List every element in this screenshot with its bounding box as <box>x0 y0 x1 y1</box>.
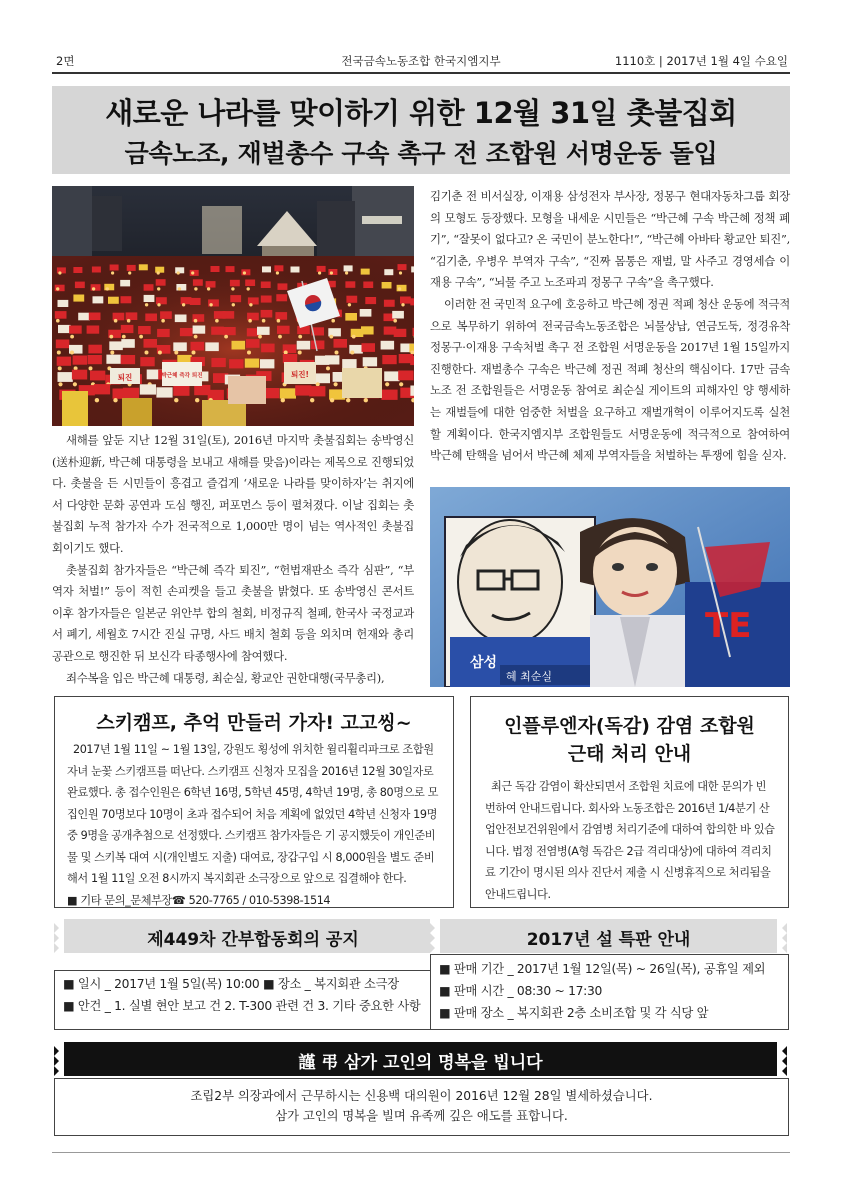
puppet-text-2: 혜 최순실 <box>506 670 553 683</box>
page-number: 2면 <box>56 54 75 68</box>
picket-sign <box>247 313 259 321</box>
picket-sign <box>206 281 216 288</box>
picket-sign <box>120 280 130 287</box>
candle-light <box>194 319 198 323</box>
meeting-item: ■ 안건 _ 1. 실별 현안 보고 건 2. T-300 관련 건 3. 기타 중요한 사항 <box>63 999 421 1013</box>
picket-sign <box>261 296 272 303</box>
picket-sign <box>173 342 187 351</box>
candle-light <box>393 319 397 323</box>
picket-sign <box>229 359 243 368</box>
candle-light <box>58 271 61 274</box>
candle-light <box>284 351 288 355</box>
picket-sign <box>109 341 123 350</box>
picket-sign <box>384 371 399 381</box>
candle-light <box>330 398 334 402</box>
candle-light <box>109 335 113 339</box>
picket-sign <box>88 345 102 354</box>
candle-light <box>195 398 199 402</box>
candle-light <box>318 271 321 274</box>
candle-light <box>145 351 149 355</box>
article-column-2 <box>430 186 790 467</box>
picket-sign <box>121 355 135 364</box>
picket-sign <box>362 343 376 352</box>
candle-light <box>298 351 302 355</box>
sale-title-bar <box>430 919 787 953</box>
picket-sign <box>138 326 151 334</box>
picket-sign <box>94 384 110 394</box>
picket-sign <box>87 326 100 334</box>
candle-light <box>57 351 61 355</box>
picket-sign <box>180 328 193 336</box>
picket-sign <box>110 265 119 271</box>
candle-light <box>401 303 404 306</box>
page-header <box>52 50 790 72</box>
candle-light <box>70 351 74 355</box>
picket-sign <box>365 297 376 304</box>
picket-sign <box>260 359 274 368</box>
picket-sign <box>361 269 370 275</box>
picket-sign <box>106 355 120 364</box>
picket-sign <box>156 297 167 304</box>
candle-light <box>330 271 333 274</box>
paragraph: 죄수복을 입은 박근혜 대통령, 최순실, 황교안 권한대행(국무총리), <box>66 670 385 685</box>
candle-light <box>249 303 252 306</box>
headline-title: 새로운 나라를 맞이하기 위한 12월 31일 촛불집회 <box>105 96 737 130</box>
picket-sign <box>392 311 404 319</box>
picket-sign <box>55 285 65 292</box>
candle-light <box>335 351 339 355</box>
picket-sign <box>411 266 414 272</box>
puppet-text-3: TE <box>705 606 752 646</box>
sale-item: ■ 판매 기간 _ 2017년 1월 12일(목) ~ 26일(목), 공휴일 제외 <box>439 962 766 976</box>
memorial-line-2: 삼가 고인의 명복을 빌며 유족께 깊은 애도를 표합니다. <box>275 1109 568 1123</box>
sign-text-3: 퇴진 <box>117 373 133 382</box>
picket-sign <box>191 342 205 351</box>
picket-sign <box>57 357 71 366</box>
picket-sign <box>173 386 189 396</box>
candle-light <box>192 351 196 355</box>
picket-sign <box>382 355 396 364</box>
picket-sign <box>245 280 255 287</box>
candle-light <box>157 303 160 306</box>
picket-sign <box>381 341 395 350</box>
candle-light <box>177 271 180 274</box>
picket-sign <box>190 298 201 305</box>
candle-light <box>161 319 165 323</box>
candle-light <box>182 303 185 306</box>
candle-light <box>262 319 266 323</box>
candle-light <box>247 287 250 290</box>
candle-light <box>350 351 354 355</box>
picket-sign <box>261 282 271 289</box>
picket-sign <box>363 282 373 289</box>
candle-light <box>92 287 95 290</box>
picket-sign <box>140 384 156 394</box>
ski-camp-title: 스키캠프, 추억 만들러 가자! 고고씽~ <box>96 712 412 734</box>
sale-item: ■ 판매 장소 _ 복지회관 2층 소비조합 및 각 식당 앞 <box>439 1006 709 1020</box>
candle-light <box>56 287 59 290</box>
picket-sign <box>157 329 170 337</box>
candle-light <box>232 303 235 306</box>
picket-sign <box>398 371 413 381</box>
picket-sign <box>344 265 353 271</box>
candle-light <box>364 398 368 402</box>
candle-light <box>114 319 118 323</box>
picket-sign <box>160 311 172 319</box>
picket-sign <box>274 265 283 271</box>
picket-sign <box>334 339 348 348</box>
candle-light <box>178 287 181 290</box>
picket-sign <box>361 326 374 334</box>
memorial-title-bar <box>54 1042 787 1076</box>
picket-sign <box>230 295 241 302</box>
puppet-text-1: 삼성 <box>470 655 498 671</box>
picket-sign <box>277 326 290 334</box>
picket-sign <box>156 279 166 286</box>
picket-sign <box>55 311 67 319</box>
picket-sign <box>261 310 273 318</box>
picket-sign <box>145 314 157 322</box>
picket-sign <box>144 295 155 302</box>
candle-light <box>334 382 338 386</box>
picket-sign <box>73 295 84 302</box>
ski-camp-box <box>54 696 454 908</box>
picket-sign <box>181 297 192 304</box>
picket-sign <box>140 357 154 366</box>
picket-sign <box>381 390 397 400</box>
picket-sign <box>108 297 119 304</box>
picket-sign <box>283 354 297 363</box>
picket-sign <box>309 386 325 396</box>
picket-sign <box>126 312 138 320</box>
picket-sign <box>89 313 101 321</box>
picket-sign <box>123 388 139 398</box>
influenza-box <box>470 696 789 908</box>
picket-sign <box>241 269 250 275</box>
picket-sign <box>78 313 90 321</box>
candle-light <box>398 287 401 290</box>
picket-sign <box>275 312 287 320</box>
paragraph: 이러한 전 국민적 요구에 호응하고 박근혜 정권 적폐 청산 운동에 적극적으로 복무하기 위하여 전국금속노동조합은 뇌물상납, 연금도둑, 정경유착 정몽구·이재용 구속처벌 촉구 전 조합원 서명운동을 2017년 1월 15일까지 진행한다. 재벌총수 구속은 박근혜 정권 적폐 청산의 핵심이다. 17만 금속노조 전 조합원들은 서명운동 참여로 최순실 게이트의 피해자인 양 행세하는 재벌들에 대한 엄중한 처벌을 요구하고 재벌개혁이 이루어지도록 실천할 계획이다. 한국지엠지부 조합원들도 서명운동에 적극적으로 참여하여 박근혜 탄핵을 넘어서 박근혜 체제 부역자들을 처벌하는 투쟁에 힘을 싣자. <box>430 296 790 463</box>
picket-sign <box>342 359 356 368</box>
meeting-title-bar <box>54 919 452 953</box>
candle-light <box>73 382 77 386</box>
picket-sign <box>113 313 125 321</box>
candle-light <box>326 366 330 370</box>
picket-sign <box>345 281 355 288</box>
picket-sign <box>297 341 311 350</box>
puppets-photo <box>430 487 790 687</box>
candle-light <box>95 398 99 402</box>
ski-camp-text: 2017년 1월 11일 ~ 1월 13일, 강원도 횡성에 위치한 윌리휠리파크로 조합원 자녀 눈꽃 스키캠프를 떠난다. 스키캠프 신청자 모집을 2016년 12월 30일자로 완료했다. 총 접수인원은 6학년 16명, 5학년 45명, 4학년 19명, 총 80명으로 모집인원 70명보다 10명이 초과 접수되어 처음 계획에 없었던 4학년 신청자 19명 중 9명을 공개추첨으로 선정했다. 스키캠프 참가자들은 기 공지했듯이 개인준비물 및 스키복 대여 시(개인별도 지출) 대여료, 장갑구입 시 8,000원을 별도 준비해서 1월 11일 오전 8시까지 복지회관 소극장으로 앞으로 집결해야 한다. <box>67 743 439 885</box>
picket-sign <box>69 326 82 334</box>
picket-sign <box>363 357 377 366</box>
paragraph: 김기춘 전 비서실장, 이재용 삼성전자 부사장, 정몽구 현대자동차그룹 회장의 모형도 등장했다. 모형을 내세운 시민들은 “박근혜 구속 박근혜 정책 폐기”, “잘못이 없다고? 온 국민이 분노한다!”, “박근혜 아바타 황교안 퇴진”, “김기춘, 우병우 부역자 구속”, “진짜 몸통은 재벌, 말 사주고 경영세습 이재용 구속”, “뇌물 주고 노조파괴 정몽구 구속”을 촉구했다. <box>430 189 790 290</box>
rally-photo <box>52 186 414 426</box>
candle-light <box>248 319 252 323</box>
candle-light <box>348 303 351 306</box>
picket-sign <box>72 370 87 380</box>
candle-light <box>194 287 197 290</box>
picket-sign <box>384 300 395 307</box>
candle-light <box>174 398 178 402</box>
picket-sign <box>248 297 259 304</box>
candle-light <box>310 398 314 402</box>
picket-sign <box>156 387 172 397</box>
candle-light <box>194 335 198 339</box>
candle-light <box>276 271 279 274</box>
picket-sign <box>175 267 184 273</box>
memorial-title: 謹 弔 삼가 고인의 명복을 빕니다 <box>298 1053 543 1073</box>
candle-light <box>113 398 117 402</box>
picket-sign <box>73 267 82 273</box>
candle-light <box>243 271 246 274</box>
picket-sign <box>246 339 260 348</box>
candle-light <box>277 319 281 323</box>
candle-light <box>399 382 403 386</box>
candle-light <box>329 335 333 339</box>
picket-sign <box>144 284 154 291</box>
candle-light <box>70 335 74 339</box>
candle-light <box>89 366 93 370</box>
picket-sign <box>291 267 300 273</box>
picket-sign <box>325 355 339 364</box>
picket-sign <box>144 339 158 348</box>
picket-sign <box>297 326 310 334</box>
picket-sign <box>345 313 357 321</box>
paragraph: 새해를 앞둔 지난 12월 31일(토), 2016년 마지막 촛불집회는 송박영신(送朴迎新, 박근혜 대통령을 보내고 새해를 맞음)이라는 제목으로 진행되었다. 촛불을 든 시민들이 흥겹고 즐겁게 ‘새로운 나라를 맞이하자’는 취지에서 다양한 문화 공연과 도심 행진, 퍼포먼스 등이 펼쳐졌다. 이날 집회는 촛불집회 누적 참가자 수가 전국적으로 1,000만 명이 넘는 역사적인 촛불집회이기도 했다. <box>52 433 414 555</box>
candle-light <box>106 287 109 290</box>
candle-light <box>139 335 143 339</box>
candle-light <box>209 303 212 306</box>
picket-sign <box>56 340 70 349</box>
picket-sign <box>278 283 288 290</box>
candle-light <box>174 351 178 355</box>
influenza-title-1: 인플루엔자(독감) 감염 조합원 <box>504 715 755 737</box>
picket-sign <box>382 282 392 289</box>
picket-sign <box>92 267 101 273</box>
candle-light <box>122 335 126 339</box>
influenza-text: 최근 독감 감염이 확산되면서 조합원 치료에 대한 문의가 빈번하여 안내드립니다. 회사와 노동조합은 2016년 1/4분기 산업안전보건위원에서 감염병 처리기준에 대하여 합의한 바 있습니다. 법정 전염병(A형 독감은 2급 격리대상)에 대하여 격리치료 기간이 명시된 의사 진단서 제출 시 신병휴직으로 처리됨을 안내드립니다. <box>485 780 775 901</box>
candle-light <box>281 398 285 402</box>
picket-sign <box>211 358 225 367</box>
candle-light <box>215 319 219 323</box>
sale-title: 2017년 설 특판 안내 <box>526 930 691 950</box>
picket-sign <box>155 267 164 273</box>
picket-sign <box>58 300 69 307</box>
candle-light <box>385 382 389 386</box>
picket-sign <box>280 388 296 398</box>
picket-sign <box>223 327 236 335</box>
sign-text-2: 퇴진! <box>291 370 309 379</box>
issue-info: 1110호 | 2017년 1월 4일 수요일 <box>614 54 788 68</box>
headline-subtitle: 금속노조, 재벌총수 구속 촉구 전 조합원 서명운동 돌입 <box>124 139 718 168</box>
picket-sign <box>223 311 235 319</box>
candle-light <box>56 319 60 323</box>
picket-sign <box>295 385 311 395</box>
picket-sign <box>397 285 407 292</box>
candle-light <box>111 271 114 274</box>
sale-box <box>430 954 789 1030</box>
sign-text-1: 박근혜 즉각 퇴진 <box>161 373 203 379</box>
picket-sign <box>175 315 187 323</box>
candle-light <box>346 398 350 402</box>
candle-light <box>127 319 131 323</box>
picket-sign <box>205 342 219 351</box>
picket-sign <box>276 294 287 301</box>
picket-sign <box>88 355 102 364</box>
candle-light <box>345 271 348 274</box>
picket-sign <box>410 298 414 305</box>
candle-light <box>399 271 402 274</box>
candle-light <box>157 287 160 290</box>
picket-sign <box>226 266 235 272</box>
picket-sign <box>413 328 415 336</box>
sale-item: ■ 판매 시간 _ 08:30 ~ 17:30 <box>439 984 603 998</box>
picket-sign <box>261 344 275 353</box>
footer-divider <box>52 1152 790 1153</box>
picket-sign <box>346 296 357 303</box>
candle-light <box>207 287 210 290</box>
ski-camp-contact: ■ 기타 문의_문체부장☎ 520-7765 / 010-5398-1514 <box>67 893 331 907</box>
picket-sign <box>230 280 240 287</box>
picket-sign <box>360 309 372 317</box>
candle-light <box>224 335 228 339</box>
picket-sign <box>317 266 326 272</box>
picket-sign <box>193 326 206 334</box>
picket-sign <box>75 282 85 289</box>
candle-light <box>231 287 234 290</box>
picket-sign <box>410 356 414 365</box>
memorial-line-1: 조립2부 의장과에서 근무하시는 신용백 대의원이 2016년 12월 28일 별세하셨습니다. <box>190 1089 653 1103</box>
picket-sign <box>73 356 87 365</box>
candle-light <box>331 319 335 323</box>
candle-light <box>157 271 160 274</box>
candle-light <box>278 335 282 339</box>
picket-sign <box>121 296 132 303</box>
candle-light <box>145 303 148 306</box>
candle-light <box>58 366 62 370</box>
candle-light <box>58 382 62 386</box>
candle-light <box>247 351 251 355</box>
picket-sign <box>394 329 407 337</box>
article-column-1 <box>52 430 414 689</box>
picket-sign <box>91 284 101 291</box>
picket-sign <box>121 325 134 333</box>
paragraph: 촛불집회 참가자들은 “박근혜 즉각 퇴진”, “헌법재판소 즉각 심판”, “부역자 처벌!” 등이 적힌 손피켓을 들고 촛불을 밝혔다. 또 송박영신 콘서트 이후 참가자들은 일본군 위안부 합의 철회, 비정규직 철폐, 한국사 국정교과서 폐기, 세월호 7시간 진실 규명, 사드 배치 철회 등을 외치며 헌재와 총리 공관으로 행진한 뒤 보신각 타종행사에 참여했다. <box>52 562 414 663</box>
candle-light <box>110 351 114 355</box>
picket-sign <box>311 341 325 350</box>
candle-light <box>258 335 262 339</box>
picket-sign <box>232 341 246 350</box>
picket-sign <box>328 269 337 275</box>
candle-light <box>316 382 320 386</box>
picket-sign <box>58 372 73 382</box>
picket-sign <box>139 264 148 270</box>
picket-sign <box>93 296 104 303</box>
picket-sign <box>315 373 330 383</box>
picket-sign <box>193 279 203 286</box>
candle-light <box>352 335 356 339</box>
picket-sign <box>245 359 259 368</box>
meeting-box <box>54 970 454 1030</box>
meeting-item: ■ 일시 _ 2017년 1월 5일(목) 10:00 ■ 장소 _ 복지회관 소극장 <box>63 977 399 991</box>
influenza-title-2: 근태 처리 안내 <box>567 743 692 765</box>
picket-sign <box>384 269 393 275</box>
picket-sign <box>90 371 105 381</box>
candle-light <box>191 271 194 274</box>
picket-sign <box>257 327 270 335</box>
picket-sign <box>262 266 271 272</box>
picket-sign <box>211 266 220 272</box>
org-name: 전국금속노동조합 한국지엠지부 <box>341 54 501 68</box>
picket-sign <box>398 264 407 270</box>
memorial-box <box>54 1078 789 1136</box>
picket-sign <box>400 297 411 304</box>
candle-light <box>128 271 131 274</box>
picket-sign <box>127 265 136 271</box>
header-divider <box>52 72 790 74</box>
meeting-title: 제449차 간부합동회의 공지 <box>147 930 359 950</box>
picket-sign <box>410 386 414 396</box>
picket-sign <box>58 325 71 333</box>
picket-sign <box>211 327 224 335</box>
candle-light <box>158 351 162 355</box>
picket-sign <box>121 339 135 348</box>
candle-light <box>298 335 302 339</box>
